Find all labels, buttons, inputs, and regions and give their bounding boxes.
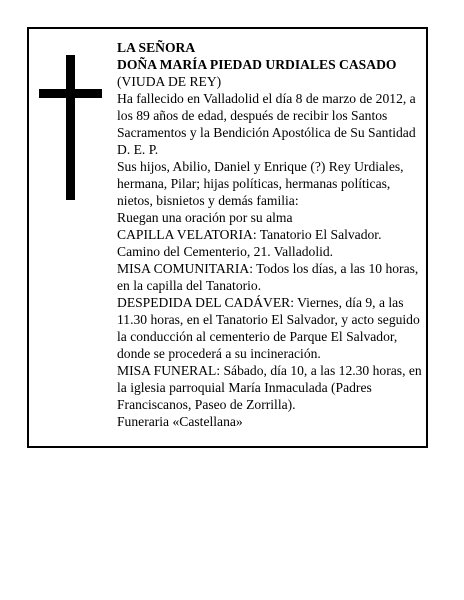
notice-title: LA SEÑORA	[117, 40, 196, 55]
community-mass-info: MISA COMUNITARIA: Todos los días, a las 10 horas, en la capilla del Tanatorio.	[117, 261, 419, 293]
prayer-request: Ruegan una oración por su alma	[117, 210, 293, 225]
deceased-name: DOÑA MARÍA PIEDAD URDIALES CASADO	[117, 57, 397, 72]
chapel-info: CAPILLA VELATORIA: Tanatorio El Salvador. Camino del Cementerio, 21. Valladolid.	[117, 227, 382, 259]
funeral-home: Funeraria «Castellana»	[117, 414, 243, 429]
marital-status: (VIUDA DE REY)	[117, 74, 222, 89]
cross-vertical-bar	[66, 55, 75, 200]
funeral-mass-info: MISA FUNERAL: Sábado, día 10, a las 12.30 horas, en la iglesia parroquial María Inmaculada (Padres Franciscanos, Paseo de Zorrilla).	[117, 363, 422, 412]
cross-icon	[39, 55, 102, 200]
farewell-info: DESPEDIDA DEL CADÁVER: Viernes, día 9, a las 11.30 horas, en el Tanatorio El Salvador, y acto seguido la conducción al cementerio de Parque El Salvador, donde se procederá a su incineración.	[117, 295, 420, 361]
obituary-notice	[27, 27, 428, 448]
death-announcement: Ha fallecido en Valladolid el día 8 de marzo de 2012, a los 89 años de edad, después de recibir los Santos Sacramentos y la Bendición Apostólica de Su Santidad	[117, 91, 416, 140]
family-list: Sus hijos, Abilio, Daniel y Enrique (?) Rey Urdiales, hermana, Pilar; hijas políticas, hermanas políticas, nietos, bisnietos y demás familia:	[117, 159, 404, 208]
rip-line: D. E. P.	[117, 142, 159, 157]
obituary-text	[117, 39, 425, 430]
cross-horizontal-bar	[39, 89, 102, 98]
